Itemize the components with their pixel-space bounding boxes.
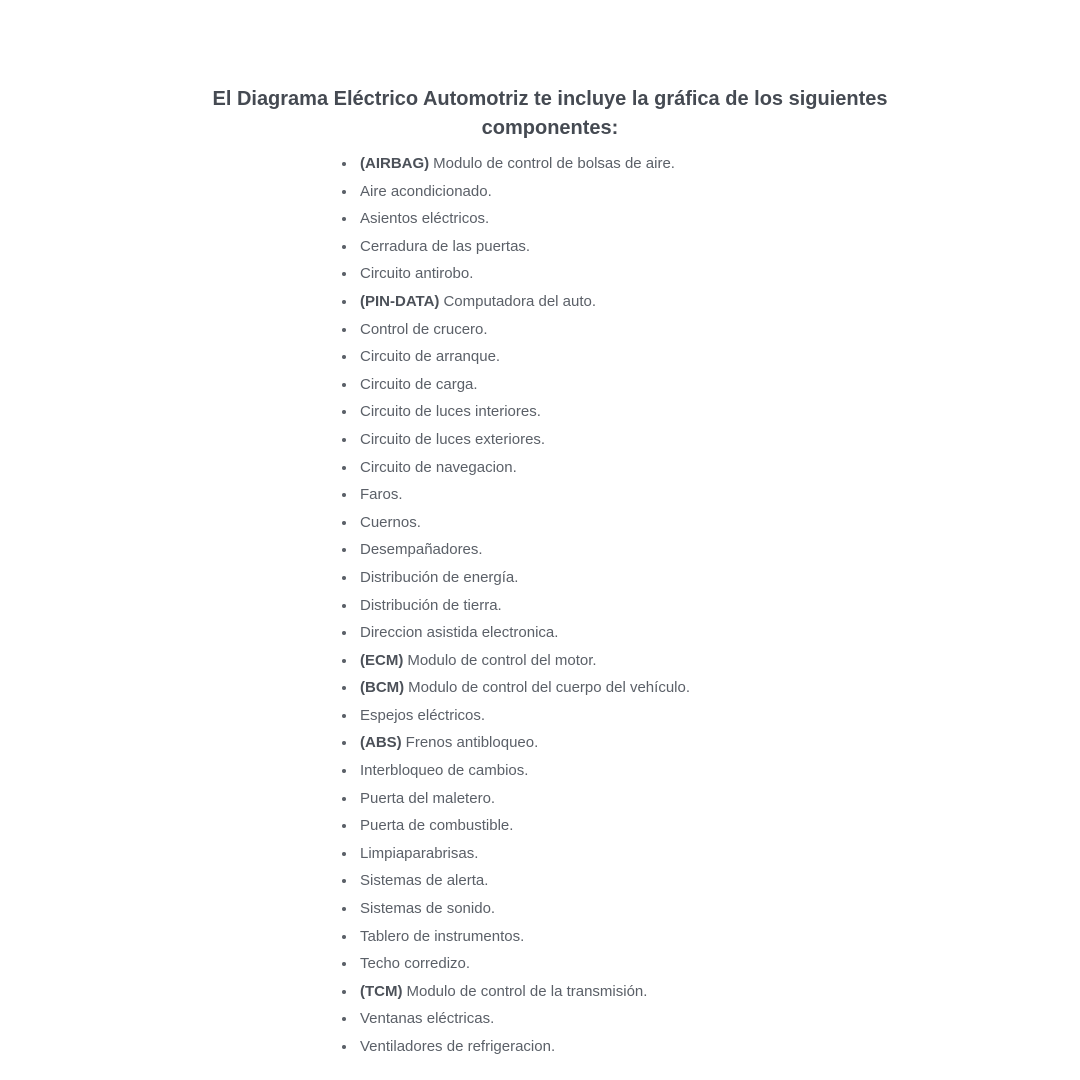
bullet-icon — [342, 935, 346, 939]
bullet-icon — [342, 493, 346, 497]
list-item — [340, 1005, 860, 1033]
component-name: Ventiladores de refrigeracion. — [360, 1038, 556, 1055]
bullet-icon — [342, 769, 346, 773]
component-code: (AIRBAG) — [360, 155, 430, 172]
component-name: Asientos eléctricos. — [360, 210, 490, 228]
bullet-icon — [342, 245, 346, 249]
list-item — [340, 509, 860, 537]
bullet-icon — [342, 1045, 346, 1049]
component-name: Direccion asistida electronica. — [360, 624, 559, 642]
component-name: Circuito antirobo. — [360, 265, 474, 283]
list-item — [340, 840, 860, 868]
bullet-icon — [342, 1017, 346, 1021]
component-name: Techo corredizo. — [360, 955, 471, 973]
bullet-icon — [342, 272, 346, 276]
list-item — [340, 757, 860, 785]
list-item — [340, 785, 860, 813]
list-item — [340, 481, 860, 509]
list-item — [340, 178, 860, 206]
component-name: Desempañadores. — [360, 541, 483, 559]
list-item — [340, 978, 860, 1006]
bullet-icon — [342, 631, 346, 635]
component-code: (ABS) — [360, 734, 402, 752]
component-name: Modulo de control del cuerpo del vehículo. — [408, 679, 690, 697]
component-name: Aire acondicionado. — [360, 182, 492, 200]
bullet-icon — [342, 438, 346, 442]
component-name: Modulo de control de bolsas de aire. — [433, 155, 675, 172]
list-item — [340, 702, 860, 730]
component-list — [340, 150, 860, 1061]
component-name: Ventanas eléctricas. — [360, 1010, 495, 1028]
list-item — [340, 398, 860, 426]
bullet-icon — [342, 300, 346, 304]
bullet-icon — [342, 521, 346, 525]
component-name: Modulo de control del motor. — [407, 651, 597, 669]
bullet-icon — [342, 548, 346, 552]
component-name: Control de crucero. — [360, 320, 488, 338]
list-item — [340, 205, 860, 233]
heading-normal-text: El Diagrama Eléctrico Automotriz — [212, 88, 535, 110]
list-item — [340, 592, 860, 620]
list-item — [340, 564, 860, 592]
component-code: (TCM) — [360, 982, 403, 1000]
bullet-icon — [342, 741, 346, 745]
list-item — [340, 260, 860, 288]
list-item — [340, 150, 860, 178]
bullet-icon — [342, 714, 346, 718]
list-item — [340, 647, 860, 675]
bullet-icon — [342, 962, 346, 966]
page-heading — [180, 85, 920, 143]
bullet-icon — [342, 686, 346, 690]
component-name: Circuito de carga. — [360, 375, 478, 393]
bullet-icon — [342, 217, 346, 221]
component-name: Interbloqueo de cambios. — [360, 762, 529, 780]
component-name: Limpiaparabrisas. — [360, 844, 479, 862]
bullet-icon — [342, 604, 346, 608]
component-name: Circuito de navegacion. — [360, 458, 517, 476]
bullet-icon — [342, 355, 346, 359]
bullet-icon — [342, 990, 346, 994]
list-item — [340, 729, 860, 757]
bullet-icon — [342, 879, 346, 883]
list-item — [340, 536, 860, 564]
list-item — [340, 923, 860, 951]
component-code: (ECM) — [360, 651, 404, 669]
bullet-icon — [342, 383, 346, 387]
list-item — [340, 619, 860, 647]
list-item — [340, 454, 860, 482]
bullet-icon — [342, 190, 346, 194]
component-code: (PIN-DATA) — [360, 292, 440, 310]
list-item — [340, 812, 860, 840]
component-name: Frenos antibloqueo. — [405, 734, 539, 752]
bullet-icon — [342, 328, 346, 332]
bullet-icon — [342, 824, 346, 828]
component-name: Circuito de arranque. — [360, 348, 501, 366]
component-name: Puerta de combustible. — [360, 817, 514, 835]
bullet-icon — [342, 797, 346, 801]
component-name: Tablero de instrumentos. — [360, 927, 525, 945]
list-item — [340, 233, 860, 261]
component-name: Modulo de control de la transmisión. — [406, 982, 648, 1000]
list-item — [340, 288, 860, 316]
component-name: Sistemas de alerta. — [360, 872, 489, 890]
component-name: Cerradura de las puertas. — [360, 237, 531, 255]
component-name: Circuito de luces interiores. — [360, 403, 541, 421]
bullet-icon — [342, 907, 346, 911]
bullet-icon — [342, 576, 346, 580]
component-name: Computadora del auto. — [443, 292, 597, 310]
list-item — [340, 950, 860, 978]
bullet-icon — [342, 852, 346, 856]
list-item — [340, 895, 860, 923]
bullet-icon — [342, 162, 346, 166]
heading-bold-text: te incluye la gráfica de los siguientes componentes: — [481, 88, 888, 139]
list-item — [340, 674, 860, 702]
component-name: Espejos eléctricos. — [360, 706, 486, 724]
component-name: Circuito de luces exteriores. — [360, 430, 546, 448]
list-item — [340, 371, 860, 399]
list-item — [340, 316, 860, 344]
bullet-icon — [342, 659, 346, 663]
list-item — [340, 1033, 860, 1061]
component-code: (BCM) — [360, 679, 405, 697]
component-name: Distribución de energía. — [360, 568, 519, 586]
list-item — [340, 343, 860, 371]
component-name: Puerta del maletero. — [360, 789, 496, 807]
component-name: Sistemas de sonido. — [360, 900, 496, 918]
list-item — [340, 426, 860, 454]
component-name: Distribución de tierra. — [360, 596, 502, 614]
component-name: Cuernos. — [360, 513, 421, 531]
bullet-icon — [342, 410, 346, 414]
component-name: Faros. — [360, 486, 403, 504]
list-item — [340, 867, 860, 895]
bullet-icon — [342, 466, 346, 470]
